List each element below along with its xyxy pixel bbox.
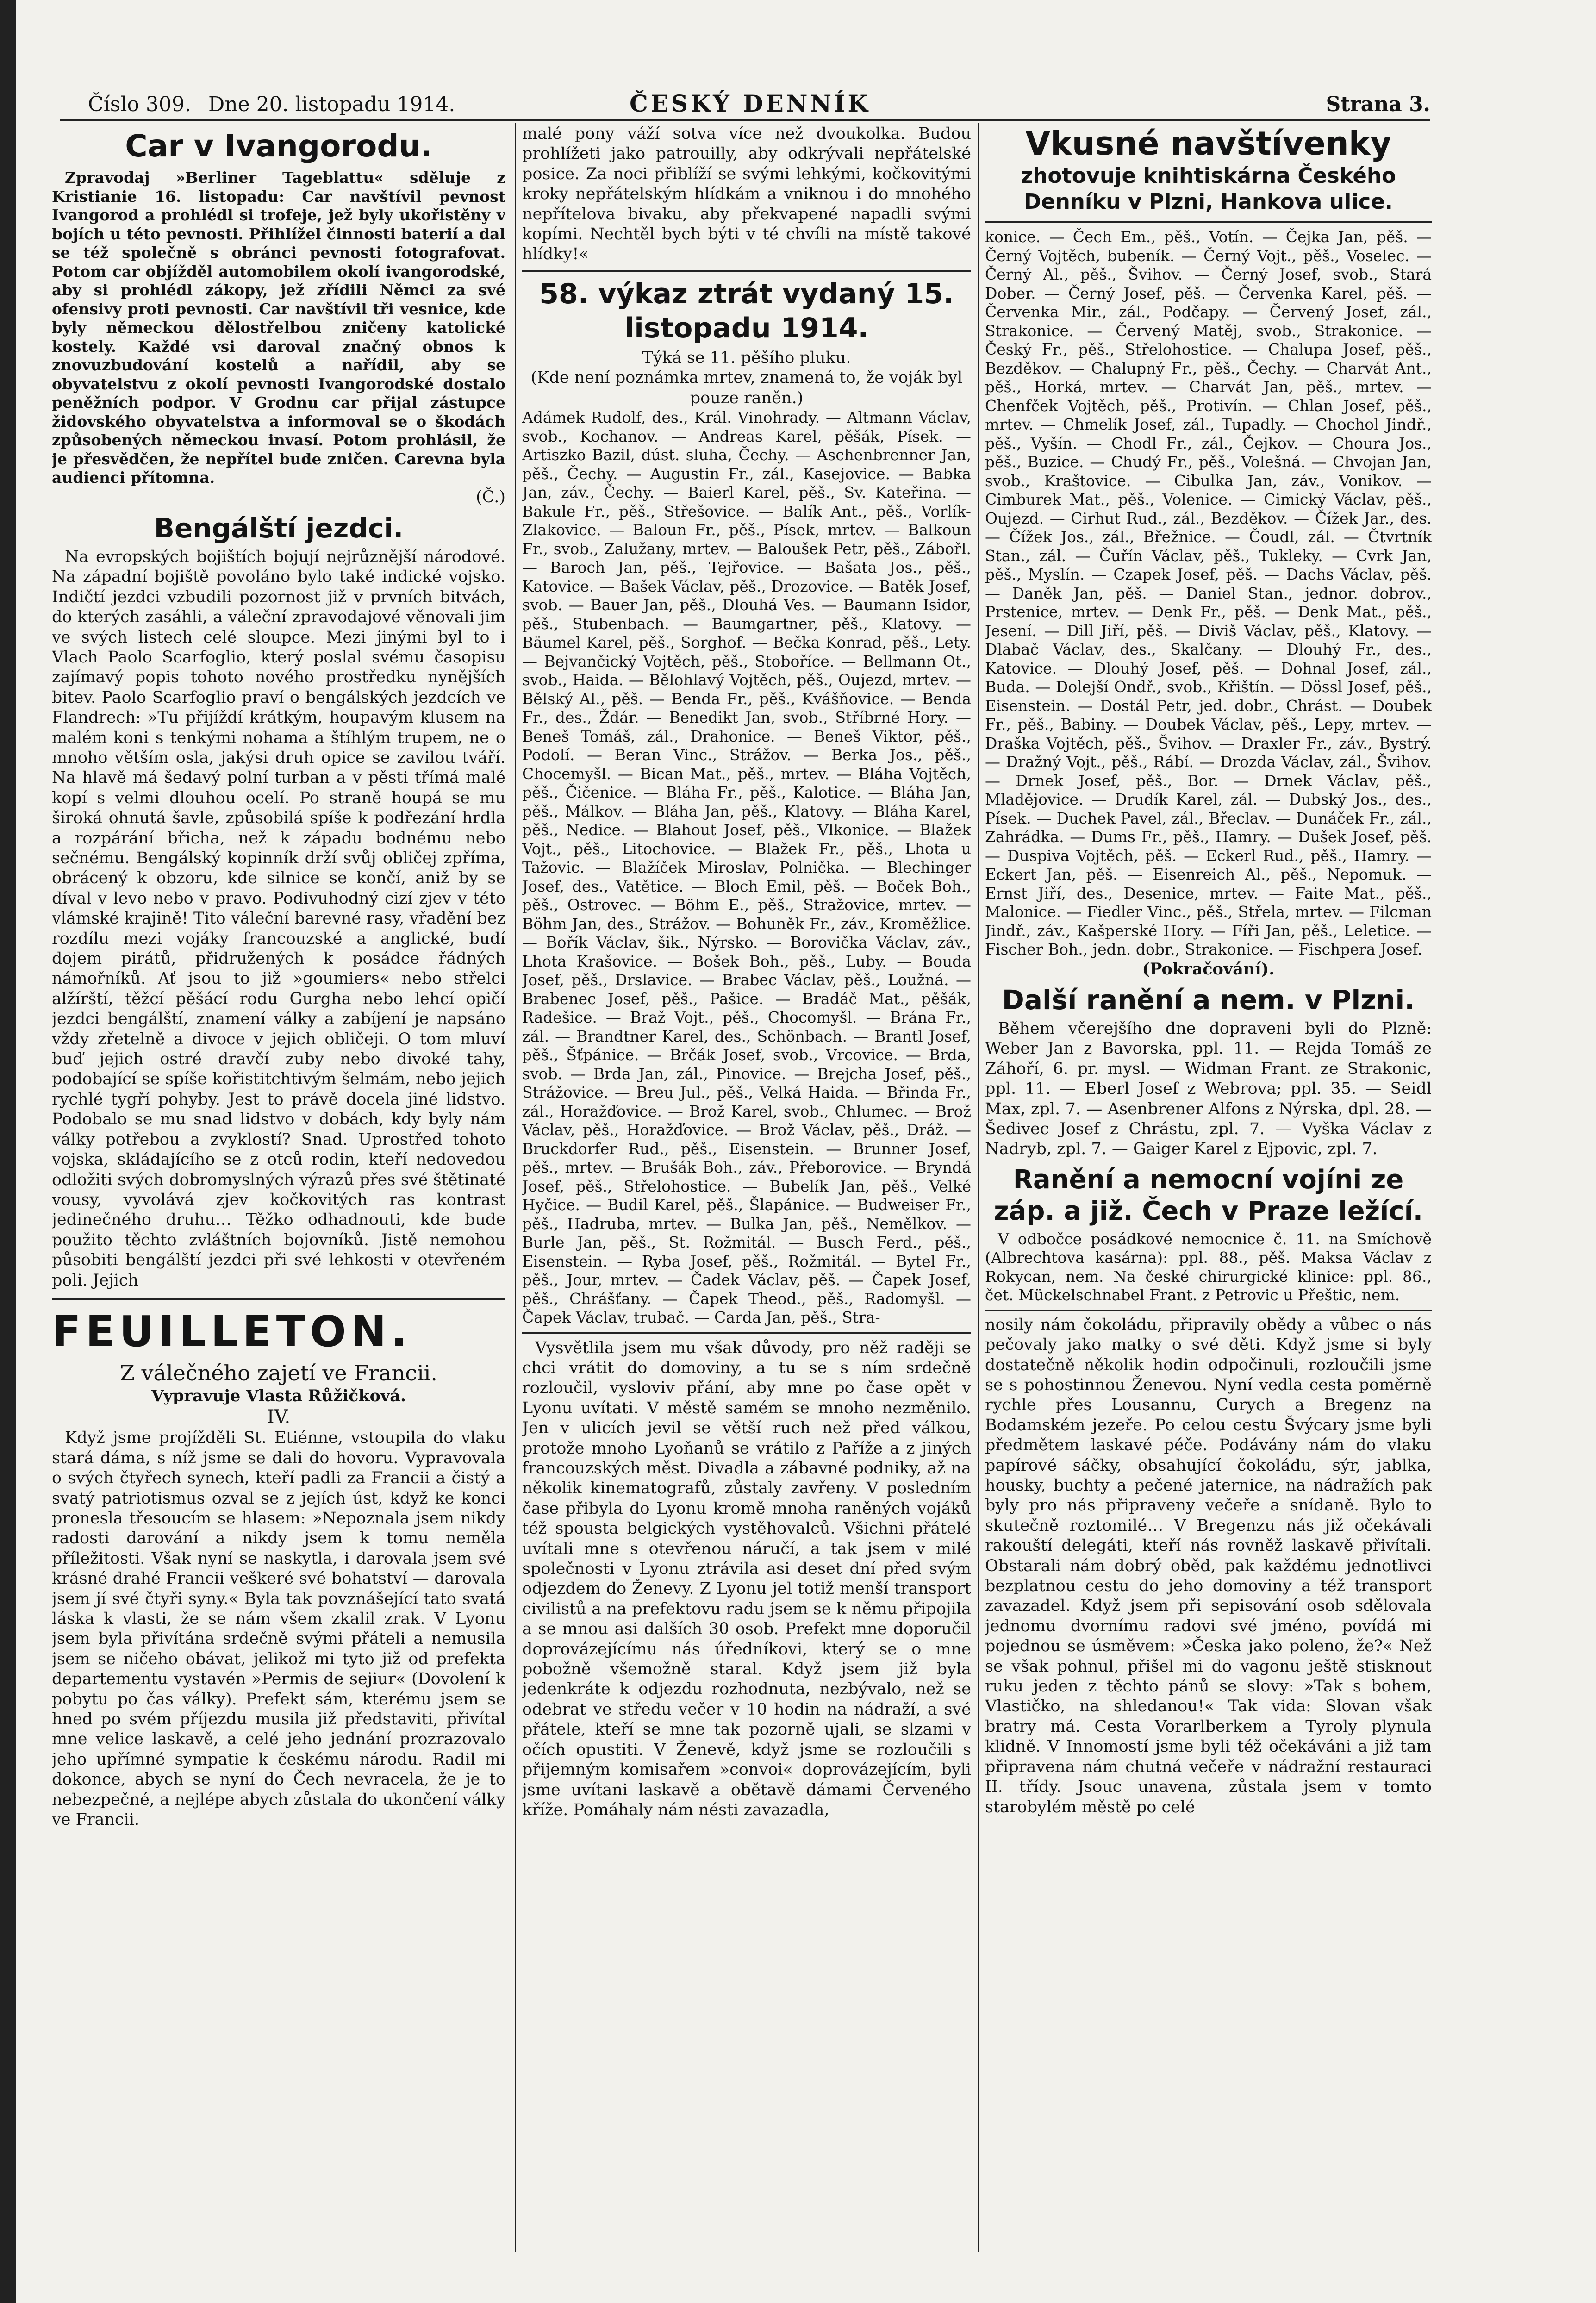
feuilleton-text-continued-2: nosily nám čokoládu, připravily obědy a vůbec o nás pečovaly jako matky o své děti. Když jsme si byly dostatečně několik hodin odpočinuli, rozloučili jsme se s pohostinnou Ženevou. Nyní vedla cesta poměrně rychle přes Lousannu, Curych a Bregenz na Bodamském jezeře. Po celou cestu Švýcary jsme byli předmětem laskavé péče. Podávány nám do vlaku papírové sáčky, obsahující čokoládu, sýr, jablka, housky, buchty a pečené jaternice, na nádražích pak byly pro nás připraveny večeře a snídaně. Bylo to skutečně roztomilé… V Bregenzu nás již očekávali rakouští delegáti, kteří nás rovněž laskavě přivítali. Obstarali nám dobrý oběd, pak každému jednotlivci bezplatnou cestu do jeho domoviny a též transport zavazadel. Když jsem při sepisování osob sdělovala jednomu dvornímu radovi své jméno, povídá mi pojednou se úsměvem: »Česka jako poleno, že?« Než se však pohnul, přišel mi do vagonu ještě stisknout ruku jeden z těchto pánů se slovy: »Tak s bohem, Vlastičko, na shledanou!« Tak vida: Slovan však bratry má. Cesta Vorarlberkem a Tyroly plynula klidně. V Innomostí jsme byli též očekáváni a již tam připravena nám chutná večeře v nádražní restauraci II. třídy. Jsouc unavena, zůstala jsem v tomto starobylém městě po celé [985, 1315, 1432, 1816]
article-prague-wounded: V odbočce posádkové nemocnice č. 11. na Smíchově (Albrechtova kasárna): ppl. 88., pěš. Maksa Václav z Rokycan, nem. Na české chirurgické klinice: ppl. 86., čet. Mückelschnabel Frant. z Petrovic u Přeštic, nem. [985, 1230, 1432, 1304]
column-2 [522, 124, 971, 2263]
column-divider [515, 123, 516, 2252]
feuilleton-author: Vypravuje Vlasta Růžičková. [151, 1386, 406, 1405]
section-rule [522, 270, 971, 272]
article-plzen-wounded: Během včerejšího dne dopraveni byli do Plzně: Weber Jan z Bavorska, ppl. 11. — Rejda Tomáš ze Záhoří, 6. pr. mysl. — Widman Frant. ze Strakonic, ppl. 11. — Eberl Josef z Webrova; ppl. 35. — Seidl Max, zpl. 7. — Asenbrener Alfons z Nýrska, dpl. 28. — Šedivec Josef z Chrástu, zpl. 7. — Vyška Václav z Nadryb, zpl. 7. — Gaiger Karel z Ejpovic, zpl. 7. [985, 1019, 1432, 1159]
column-1 [52, 124, 505, 2263]
continuation-note: (Pokračování). [1142, 959, 1275, 979]
article-car: Zpravodaj »Berliner Tageblattu« sděluje z Kristianie 16. listopadu: Car navštívil pevnost Ivangorod a prohlédl si trofeje, jež byly ukořistěny v bojích u této pevnosti. Přihlížel činnosti baterií a dal se též společně s obránci pevnosti fotografovat. Potom car objížděl automobilem okolí ivangorodské, aby si prohlédl zákopy, jež zřídili Němci za své ofensivy proti pevnosti. Car navštívil tři vesnice, kde byly německou dělostřelbou zničeny katolické kostely. Každé vsi daroval značný obnos k znovuzbudování kostelů a nařídil, aby se obyvatelstvu z okolí pevnosti Ivangorodské dostalo peněžních podpor. V Grodnu car přijal zástupce židovského obyvatelstva a informoval se o škodách způsobených německou invasí. Potom prohlásil, že je přesvědčen, že nepřítel bude zničen. Carevna byla audienci přítomna. [52, 169, 505, 487]
article-signature: (Č.) [476, 487, 505, 506]
article-bengal-continued: malé pony váží sotva více než dvoukolka. Budou prohlížeti jako patrouilly, aby odkrývali nepřátelské posice. Za noci přiblíží se svými lehkými, kočkovitými kroky nepřátelským hlídkám a vniknou i do mnohého nepřítelova bivaku, aby překvapené napadli svými kopími. Nechtěl bych býti v té chvíli na místě takové hlídky!« [522, 125, 971, 264]
issue-number: Číslo 309. [88, 93, 191, 116]
header-rule [60, 119, 1430, 121]
page-number: Strana 3. [1326, 93, 1430, 116]
section-rule [52, 1295, 505, 1300]
headline-car: Car v Ivangorodu. [125, 128, 432, 164]
issue-date: Dne 20. listopadu 1914. [208, 93, 455, 116]
loss-report-subtitle: Týká se 11. pěšího pluku. [642, 348, 851, 367]
loss-report-list-continued: konice. — Čech Em., pěš., Votín. — Čejka Jan, pěš. — Černý Vojtěch, bubeník. — Černý Vojt., pěš., Voselec. — Černý Al., pěš., Švihov. — Černý Josef, svob., Stará Dober. — Černý Josef, pěš. — Červenka Karel, pěš. — Červenka Mir., zál., Podčapy. — Červený Josef, zál., Strakonice. — Červený Matěj, svob., Strakonice. — Český Fr., pěš., Střelohostice. — Chalupa Josef, pěš., Bezděkov. — Chalupný Fr., pěš., Čechy. — Charvát Ant., pěš., Horká, mrtev. — Charvát Jan, pěš., mrtev. — Chenfček Vojtěch, pěš., Protivín. — Chlan Josef, pěš., mrtev. — Chmelík Josef, zál., Tupadly. — Chochol Jindř., pěš., Vyšín. — Chodl Fr., zál., Čejkov. — Choura Jos., pěš., Buzice. — Chudý Fr., pěš., Volešná. — Chvojan Jan, svob., Kraštovice. — Cibulka Jan, záv., Vonikov. — Cimburek Mat., pěš., Volenice. — Cimický Václav, pěš., Oujezd. — Cirhut Rud., zál., Bezděkov. — Čížek Jar., des. — Čížek Jos., zál., Břežnice. — Čoudl, zál. — Čtvrtník Stan., zál. — Čuřín Václav, pěš., Tukleky. — Cvrk Jan, pěš., Myslín. — Czapek Josef, pěš. — Dachs Václav, pěš. — Daněk Jan, pěš. — Daniel Stan., jednor. dobrov., Prstenice, mrtev. — Denk Fr., pěš. — Denk Mat., pěš., Jesení. — Dill Jiří, pěš. — Diviš Václav, pěš., Klatovy. — Dlabač Václav, des., Skalčany. — Dlouhý Fr., des., Katovice. — Dlouhý Josef, pěš. — Dohnal Josef, zál., Buda. — Dolejší Ondř., svob., Křištín. — Dössl Josef, pěš., Eisenstein. — Dostál Petr, jed. dobr., Chrást. — Doubek Fr., pěš., Babiny. — Doubek Václav, pěš., Lepy, mrtev. — Draška Vojtěch, pěš., Švihov. — Draxler Fr., záv., Bystrý. — Dražný Vojt., pěš., Rábí. — Drozda Václav, zál., Švihov. — Drnek Josef, pěš., Bor. — Drnek Václav, pěš., Mladějovice. — Drudík Karel, zál. — Dubský Jos., des., Písek. — Duchek Pavel, zál., Břeclav. — Dunáček Fr., zál., Zahrádka. — Dums Fr., pěš., Hamry. — Dušek Josef, pěš. — Duspiva Vojtěch, pěš. — Eckerl Rud., pěš., Hamry. — Eckert Jan, pěš. — Eisenreich Al., pěš., Nepomuk. — Ernst Jiří, des., Desenice, mrtev. — Faite Mat., pěš., Malonice. — Fiedler Vinc., pěš., Střela, mrtev. — Filcman Jindř., záv., Kašperské Hory. — Fíři Jan, pěš., Leletice. — Fischer Boh., jedn. dobr., Strakonice. — Fischpera Josef. [985, 228, 1432, 958]
advert-text: zhotovuje knihtiskárna Českého Denníku v Plzni, Hankova ulice. [1021, 163, 1396, 214]
headline-prague-wounded: Ranění a nemocní vojíni ze záp. a již. Čech v Praze ležící. [993, 1164, 1423, 1226]
scan-edge [0, 0, 16, 2303]
advert-title: Vkusné navštívenky [1025, 125, 1391, 162]
headline-bengal: Bengálští jezdci. [154, 512, 404, 544]
headline-plzen-wounded: Další ranění a nem. v Plzni. [1002, 984, 1415, 1016]
feuilleton-heading: FEUILLETON. [52, 1306, 412, 1356]
loss-report-note: (Kde není poznámka mrtev, znamená to, že voják byl pouze raněn.) [530, 368, 963, 407]
feuilleton-text-continued: Vysvětlila jsem mu však důvody, pro něž raději se chci vrátit do domoviny, a tu se s ním srdečně rozloučil, vysloviv přání, aby mne po čase opět v Lyonu uvítati. V městě samém se mnoho nezměnilo. Jen v ulicích jevil se větší ruch než před válkou, protože mnoho Lyoňanů se vrátilo z Paříže a z jiných francouzských měst. Divadla a zábavné podniky, až na několik kinematografů, zůstaly zavřeny. V posledním čase přibyla do Lyonu kromě mnoha raněných vojáků též spousta belgických vystěhovalců. Všichni přátelé uvítali mne s otevřenou náručí, a tak jsem v milé společnosti v Lyonu ztrávila asi deset dní před svým odjezdem do Ženevy. Z Lyonu jel totiž menší transport civilistů a na prefektovu radu jsem se k němu připojila a se mnou asi dalších 30 osob. Prefekt mne doporučil doprovázejícímu nás úředníkovi, který se o mne pobožně všemožně staral. Když jsem již byla jedenkráte k odjezdu rozhodnuta, nezbývalo, než se odebrat ve středu večer v 10 hodin na nádraží, a své přátele, kteří se mne tak pozorně ujali, se slzami v očích opustiti. V Ženevě, když jsme se rozloučili s přijemným komisařem »convoi« doprovázejícím, byli jsme uvítani laskavě a obětavě dámami Červeného kříže. Pomáhaly nám nésti zavazadla, [522, 1338, 971, 1819]
column-3 [985, 124, 1432, 2263]
section-rule [522, 1332, 971, 1334]
section-rule [985, 1310, 1432, 1311]
feuilleton-chapter: IV. [267, 1406, 291, 1428]
feuilleton-title: Z válečného zajetí ve Francii. [119, 1360, 438, 1386]
page-header [60, 88, 1430, 120]
feuilleton-text: Když jsme projížděli St. Etiénne, vstoupila do vlaku stará dáma, s níž jsme se dali do hovoru. Vypravovala o svých čtyřech synech, kteří padli za Francii a čistý a svatý patriotismus ozval se z jejích úst, když ke konci pronesla třesoucím se hlasem: »Nepoznala jsem nikdy radosti darování a nikdy jsem k tomu neměla příležitosti. Však nyní se naskytla, i darovala jsem své krásné drahé Francii veškeré své bohatství — darovala jsem jí své čtyři syny.« Byla tak povznášející tato svatá láska k vlasti, že se nám všem zkalil zrak. V Lyonu jsem byla přivítána srdečně svými přáteli a nemusila jsem se ničeho obávat, jelikož mi tyto již od prefekta departementu vystavén »Permis de sejiur« (Dovolení k pobytu po čas války). Prefekt sám, kterému jsem se hned po svém příjezdu musila již představiti, přivítal mne velice laskavě, a celé jeho jednání prozrazovalo jeho upřímné sympatie k českému národu. Radil mi dokonce, abych se nyní do Čech nevracela, že je to nebezpečné, a nejlépe abych zůstala do ukončení války ve Francii. [52, 1429, 505, 1829]
section-rule [985, 221, 1432, 223]
headline-loss-report: 58. výkaz ztrát vydaný 15. listopadu 1914. [539, 277, 954, 344]
loss-report-list: Adámek Rudolf, des., Král. Vinohrady. — Altmann Václav, svob., Kochanov. — Andreas Karel, pěšák, Písek. — Artiszko Bazil, dúst. sluha, Čechy. — Aschenbrenner Jan, pěš., Čechy. — Augustin Fr., zál., Kasejovice. — Babka Jan, záv., Čechy. — Baierl Karel, pěš., Sv. Kateřina. — Bakule Fr., pěš., Střešovice. — Balík Ant., pěš., Vorlík-Zlakovice. — Baloun Fr., pěš., Písek, mrtev. — Balkoun Fr., svob., Zalužany, mrtev. — Baloušek Petr, pěš., Zábořl. — Baroch Jan, pěš., Tejřovice. — Bašata Jos., pěš., Katovice. — Bašek Václav, pěš., Drozovice. — Batěk Josef, svob. — Bauer Jan, pěš., Dlouhá Ves. — Baumann Isidor, pěš., Stubenbach. — Baumgartner, pěš., Klatovy. — Bäumel Karel, pěš., Sorghof. — Bečka Konrad, pěš., Lety. — Bejvančický Vojtěch, pěš., Stoboříce. — Bellmann Ot., svob., Haida. — Bělohlavý Vojtěch, pěš., Oujezd, mrtev. — Bělský Al., pěš. — Benda Fr., pěš., Kvášňovice. — Benda Fr., des., Ždár. — Benedikt Jan, svob., Stříbrné Hory. — Beneš Tomáš, zál., Drahonice. — Beneš Viktor, pěš., Podolí. — Beran Vinc., Strážov. — Berka Jos., pěš., Chocemyšl. — Bican Mat., pěš., mrtev. — Bláha Vojtěch, pěš., Čičenice. — Bláha Fr., pěš., Kalotice. — Bláha Jan, pěš., Málkov. — Bláha Jan, pěš., Klatovy. — Bláha Karel, pěš., Nedice. — Blahout Josef, pěš., Vlkonice. — Blažek Vojt., pěš., Litochovice. — Blažek Fr., pěš., Lhota u Tažovic. — Blažíček Miroslav, Polnička. — Blechinger Josef, des., Vatětice. — Bloch Emil, pěš. — Boček Boh., pěš., Ostrovec. — Böhm E., pěš., Stražovice, mrtev. — Böhm Jan, des., Strážov. — Bohuněk Fr., záv., Kroměžlice. — Bořík Václav, šik., Nýrsko. — Borovička Václav, záv., Lhota Krašovice. — Bošek Boh., pěš., Luby. — Bouda Josef, pěš., Drslavice. — Brabec Václav, pěš., Loužná. — Brabenec Josef, pěš., Pašice. — Bradáč Mat., pěšák, Radešice. — Braž Vojt., pěš., Chocomyšl. — Brána Fr., zál. — Brandtner Karel, des., Schönbach. — Brantl Josef, pěš., Šťpánice. — Brčák Josef, svob., Vrcovice. — Brda, svob. — Brda Jan, zál., Pinovice. — Brejcha Josef, pěš., Strážovice. — Breu Jul., pěš., Velká Haida. — Břinda Fr., zál., Horažďovice. — Brož Karel, svob., Chlumec. — Brož Václav, pěš., Horažďovice. — Brož Václav, pěš., Dráž. — Bruckdorfer Rud., pěš., Eisenstein. — Brunner Josef, pěš., mrtev. — Brušák Boh., záv., Přeborovice. — Bryndá Josef, pěš., Střelohostice. — Bubelík Jan, pěš., Velké Hyčice. — Budil Karel, pěš., Šlapánice. — Budweiser Fr., pěš., Hadruba, mrtev. — Bulka Jan, pěš., Nemělkov. — Burle Jan, pěš., St. Rožmitál. — Busch Ferd., pěš., Eisenstein. — Ryba Josef, pěš., Rožmitál. — Bytel Fr., pěš., Jour, mrtev. — Čadek Václav, pěš. — Čapek Josef, pěš., Chrášťany. — Čapek Theod., pěš., Radomyšl. — Čapek Václav, trubač. — Carda Jan, pěš., Stra- [522, 408, 971, 1327]
column-divider [978, 123, 979, 2252]
article-bengal: Na evropských bojištích bojují nejrůznější národové. Na západní bojiště povoláno bylo také indické vojsko. Indičtí jezdci vzbudili pozornost již v prvních bitvách, do kterých zasáhli, a váleční zpravodajové věnovali jim ve svých listech celé sloupce. Mezi jinými byl to i Vlach Paolo Scarfoglio, který poslal svému časopisu zajímavý popis tohoto nového prostředku nynějších bitev. Paolo Scarfoglio praví o bengálských jezdcích ve Flandrech: »Tu přijíždí krátkým, houpavým klusem na malém koni s tenkými nohama a štíhlým trupem, ne o mnoho větším osla, jakýsi druh opice se zavilou tváří. Na hlavě má šedavý polní turban a v pěsti třímá malé kopí s velmi dlouhou ocelí. Po straně houpá se mu široká ohnutá šavle, způsobilá spíše k podřezání hrdla a rozpárání břicha, než k západu bodnému nebo sečnému. Bengálský kopinník drží svůj obličej zpříma, obrácený k obzoru, kde silnice se končí, aniž by se díval v levo nebo v pravo. Podivuhodný cizí zjev v této vlámské krajině! Tito váleční barevné rasy, vřadění bez rozdílu mezi vojáky francouzské a anglické, budí dojem pirátů, přidružených k posádce řádných námořníků. Ať jsou to již »goumiers« nebo střelci alžírští, těžcí pěšácí rodu Gurgha nebo lehcí opičí jezdci bengálští, znamení války a zabíjení je napsáno vždy zřetelně a divoce v jejich obličeji. O tom mluví buď jejich ostré dravčí zuby nebo divoké tahy, podobající se spíše kořistitchtivým šelmám, nebo jejich rychlé tygří pohyby. Jest to právě docela jiné lidstvo. Podobalo se mu snad lidstvo v dobách, kdy byly nám války potřebou a zvyklostí? Snad. Uprostřed tohoto vojska, skládajícího se z otců rodin, kteří nedovedou odložiti svých dobromyslných výrazů přes své štětinaté vousy, vyvolává zjev kočkovitých ras kontrast jedinečného druhu… Těžko odhadnouti, kde bude použito těchto zvláštních bojovníků. Jistě nemohou působiti bengálští jezdci při své lehkosti v otevřeném poli. Jejich [52, 547, 505, 1290]
newspaper-title: ČESKÝ DENNÍK [630, 90, 871, 117]
